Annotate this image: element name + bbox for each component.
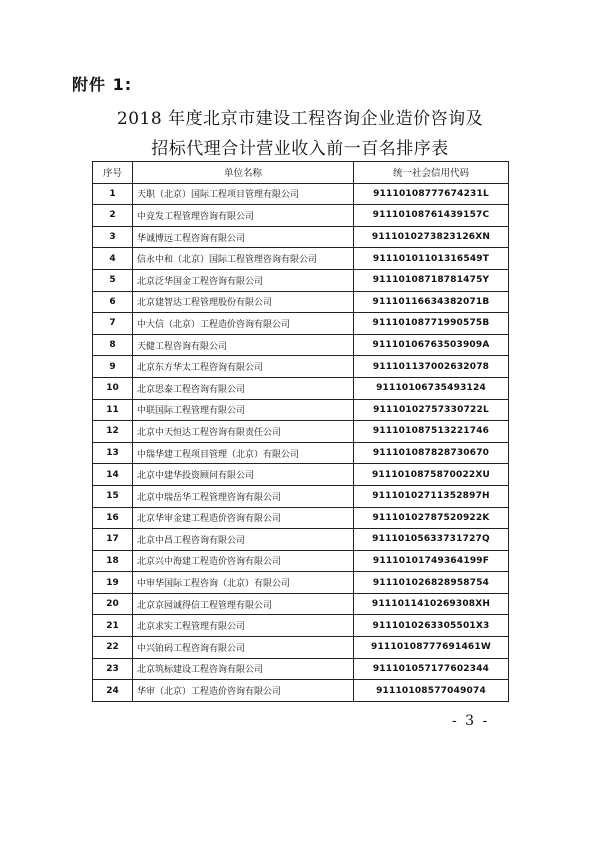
row-company-name: 中大信（北京）工程造价咨询有限公司 — [133, 313, 354, 335]
table-row — [93, 593, 509, 615]
row-credit-code: 911101026828958754 — [354, 572, 509, 594]
row-credit-code: 91110106735493124 — [354, 377, 509, 399]
row-company-name: 北京中建华投资顾问有限公司 — [133, 464, 354, 486]
row-credit-code: 91110102711352897H — [354, 485, 509, 507]
document-title-line-2: 招标代理合计营业收入前一百名排序表 — [151, 139, 449, 159]
row-serial-number: 24 — [93, 680, 133, 702]
table-row — [93, 658, 509, 680]
row-company-name: 中联国际工程管理有限公司 — [133, 399, 354, 421]
row-credit-code: 911101087828730670 — [354, 442, 509, 464]
row-company-name: 北京筑标建设工程咨询有限公司 — [133, 658, 354, 680]
row-serial-number: 23 — [93, 658, 133, 680]
row-credit-code: 91110106763503909A — [354, 334, 509, 356]
table-row — [93, 637, 509, 659]
row-company-name: 中竞发工程管理咨询有限公司 — [133, 205, 354, 227]
row-company-name: 北京京园诚得信工程管理有限公司 — [133, 593, 354, 615]
table-row — [93, 399, 509, 421]
row-company-name: 北京思泰工程咨询有限公司 — [133, 377, 354, 399]
table-row — [93, 529, 509, 551]
row-serial-number: 4 — [93, 248, 133, 270]
row-credit-code: 911101137002632078 — [354, 356, 509, 378]
row-credit-code: 9111010875870022XU — [354, 464, 509, 486]
row-company-name: 北京泛华国金工程咨询有限公司 — [133, 269, 354, 291]
row-serial-number: 15 — [93, 485, 133, 507]
table-row — [93, 464, 509, 486]
row-serial-number: 16 — [93, 507, 133, 529]
row-credit-code: 91110101101316549T — [354, 248, 509, 270]
row-company-name: 中审华国际工程咨询（北京）有限公司 — [133, 572, 354, 594]
row-serial-number: 1 — [93, 183, 133, 205]
table-header-row — [93, 162, 509, 184]
row-serial-number: 6 — [93, 291, 133, 313]
row-credit-code: 9111011410269308XH — [354, 593, 509, 615]
page-number: - 3 - — [452, 713, 490, 729]
table-row — [93, 507, 509, 529]
table-row — [93, 183, 509, 205]
row-company-name: 华诚博远工程咨询有限公司 — [133, 226, 354, 248]
row-serial-number: 5 — [93, 269, 133, 291]
table-row — [93, 248, 509, 270]
table-row — [93, 377, 509, 399]
row-company-name: 华审（北京）工程造价咨询有限公司 — [133, 680, 354, 702]
ranking-table — [92, 161, 509, 702]
table-row — [93, 205, 509, 227]
table-row — [93, 572, 509, 594]
row-company-name: 中瑞华建工程项目管理（北京）有限公司 — [133, 442, 354, 464]
row-serial-number: 13 — [93, 442, 133, 464]
row-serial-number: 8 — [93, 334, 133, 356]
row-serial-number: 18 — [93, 550, 133, 572]
row-credit-code: 91110116634382071B — [354, 291, 509, 313]
table-row — [93, 615, 509, 637]
table-row — [93, 442, 509, 464]
row-serial-number: 21 — [93, 615, 133, 637]
row-credit-code: 91110108718781475Y — [354, 269, 509, 291]
table-row — [93, 291, 509, 313]
row-company-name: 北京求实工程管理有限公司 — [133, 615, 354, 637]
header-serial-number: 序号 — [93, 162, 133, 184]
row-credit-code: 911101087513221746 — [354, 421, 509, 443]
row-credit-code: 91110108577049074 — [354, 680, 509, 702]
table-row — [93, 356, 509, 378]
row-serial-number: 7 — [93, 313, 133, 335]
row-serial-number: 20 — [93, 593, 133, 615]
row-company-name: 北京中天恒达工程咨询有限责任公司 — [133, 421, 354, 443]
row-serial-number: 19 — [93, 572, 133, 594]
row-serial-number: 11 — [93, 399, 133, 421]
row-credit-code: 91110108777674231L — [354, 183, 509, 205]
table-row — [93, 680, 509, 702]
row-company-name: 天健工程咨询有限公司 — [133, 334, 354, 356]
attachment-label: 附件 1: — [72, 75, 133, 94]
row-serial-number: 12 — [93, 421, 133, 443]
row-credit-code: 911101057177602344 — [354, 658, 509, 680]
row-company-name: 北京东方华太工程咨询有限公司 — [133, 356, 354, 378]
row-credit-code: 91110101749364199F — [354, 550, 509, 572]
row-serial-number: 3 — [93, 226, 133, 248]
row-company-name: 中兴铂码工程咨询有限公司 — [133, 637, 354, 659]
table-row — [93, 334, 509, 356]
row-credit-code: 91110105633731727Q — [354, 529, 509, 551]
table-row — [93, 226, 509, 248]
row-company-name: 北京华审金建工程造价咨询有限公司 — [133, 507, 354, 529]
row-serial-number: 10 — [93, 377, 133, 399]
document-title-line-1: 2018 年度北京市建设工程咨询企业造价咨询及 — [116, 109, 484, 129]
row-serial-number: 22 — [93, 637, 133, 659]
row-serial-number: 17 — [93, 529, 133, 551]
table-row — [93, 485, 509, 507]
row-serial-number: 9 — [93, 356, 133, 378]
header-credit-code: 统一社会信用代码 — [354, 162, 509, 184]
table-row — [93, 421, 509, 443]
row-credit-code: 9111010263305501X3 — [354, 615, 509, 637]
row-credit-code: 91110108761439157C — [354, 205, 509, 227]
row-credit-code: 91110102787520922K — [354, 507, 509, 529]
row-credit-code: 91110102757330722L — [354, 399, 509, 421]
row-company-name: 北京中瑞岳华工程管理咨询有限公司 — [133, 485, 354, 507]
row-company-name: 信永中和（北京）国际工程管理咨询有限公司 — [133, 248, 354, 270]
row-company-name: 北京建智达工程管理股份有限公司 — [133, 291, 354, 313]
row-credit-code: 91110108771990575B — [354, 313, 509, 335]
row-company-name: 北京中昌工程咨询有限公司 — [133, 529, 354, 551]
table-row — [93, 313, 509, 335]
row-credit-code: 9111010273823126XN — [354, 226, 509, 248]
table-row — [93, 550, 509, 572]
header-company-name: 单位名称 — [133, 162, 354, 184]
table-row — [93, 269, 509, 291]
row-credit-code: 91110108777691461W — [354, 637, 509, 659]
table-body — [93, 183, 509, 701]
row-company-name: 天职（北京）国际工程项目管理有限公司 — [133, 183, 354, 205]
row-company-name: 北京兴中海建工程造价咨询有限公司 — [133, 550, 354, 572]
row-serial-number: 2 — [93, 205, 133, 227]
row-serial-number: 14 — [93, 464, 133, 486]
